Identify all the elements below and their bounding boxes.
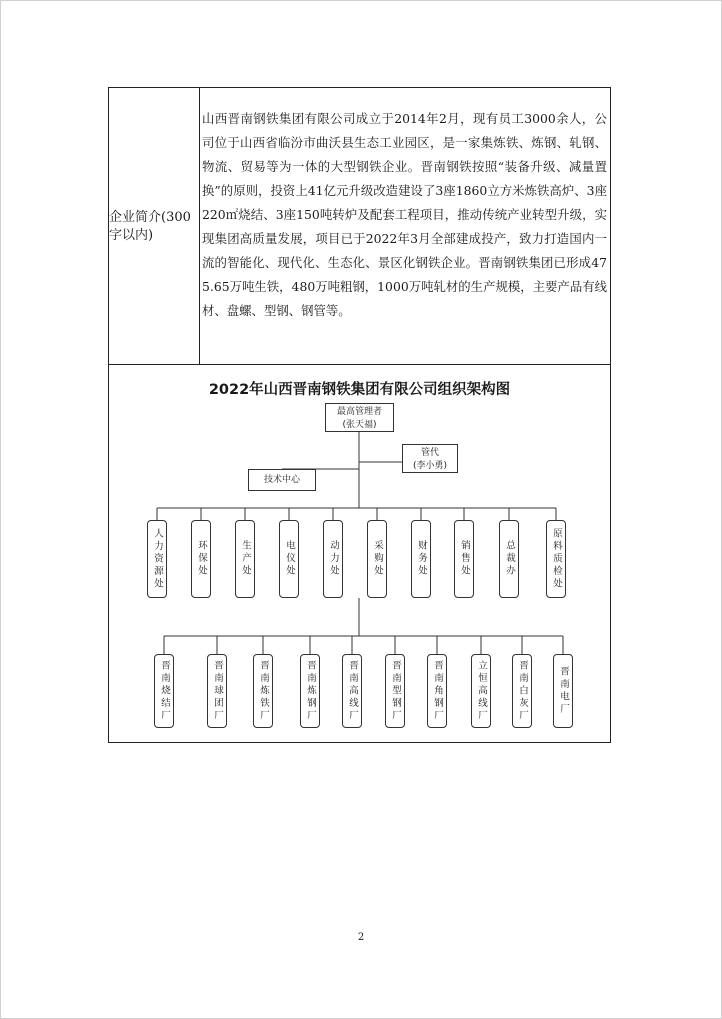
department-label: 环保处	[196, 540, 207, 578]
deputy-role: 管代	[420, 448, 439, 458]
department-label: 原料质检处	[551, 527, 562, 591]
department-label: 人力资源处	[152, 527, 163, 591]
department-box	[279, 520, 299, 598]
factory-box	[385, 654, 405, 728]
tech-center-label: 技术中心	[263, 475, 300, 485]
department-box	[235, 520, 255, 598]
department-label: 销售处	[459, 540, 470, 578]
company-intro-text: 山西晋南钢铁集团有限公司成立于2014年2月，现有员工3000余人，公司位于山西省临汾市曲沃县生态工业园区，是一家集炼铁、炼钢、轧钢、物流、贸易等为一体的大型钢铁企业。晋南钢铁按照“装备升级、减量置换”的原则，投资上41亿元升级改造建设了3座1860立方米炼铁高炉、3座220㎡烧结、3座150吨转炉及配套工程项目，推动传统产业转型升级，实现集团高质量发展，项目已于2022年3月全部建成投产，致力打造国内一流的智能化、现代化、生态化、景区化钢铁企业。晋南钢铁集团已形成475.65万吨生铁，480万吨粗钢，1000万吨轧材的生产规模，主要产品有线材、盘螺、型钢、钢管等。	[202, 111, 607, 318]
org-chart-title: 2022年山西晋南钢铁集团有限公司组织架构图	[208, 382, 511, 398]
factory-box	[154, 654, 174, 728]
department-box	[454, 520, 474, 598]
department-label: 采购处	[372, 540, 383, 578]
department-label: 总裁办	[504, 540, 515, 578]
factory-label: 晋南白灰厂	[517, 659, 528, 723]
factory-label: 晋南炼铁厂	[258, 659, 269, 723]
factory-label: 晋南高线厂	[347, 659, 358, 723]
department-box	[546, 520, 566, 598]
department-label: 电仪处	[284, 540, 295, 578]
department-box	[323, 520, 343, 598]
top-management-role: 最高管理者	[336, 407, 382, 417]
department-box	[499, 520, 519, 598]
factory-label: 晋南电厂	[558, 666, 569, 716]
factory-label: 晋南球团厂	[212, 659, 223, 723]
department-box	[191, 520, 211, 598]
top-management-box	[325, 403, 394, 432]
factory-box	[300, 654, 320, 728]
factory-label: 晋南烧结厂	[159, 659, 170, 723]
deputy-name: (李小勇)	[412, 461, 448, 471]
factory-label: 立恒高线厂	[476, 659, 487, 723]
tech-center-box	[248, 469, 316, 491]
deputy-box	[402, 444, 458, 473]
top-management-name: (张天福)	[342, 420, 377, 430]
factory-label: 晋南角钢厂	[432, 659, 443, 723]
page-number: 2	[357, 932, 365, 943]
factory-box	[342, 654, 362, 728]
factory-label: 晋南型钢厂	[390, 659, 401, 723]
factory-box	[553, 654, 573, 728]
department-box	[147, 520, 167, 598]
factory-box	[512, 654, 532, 728]
factory-box	[427, 654, 447, 728]
factory-box	[253, 654, 273, 728]
company-intro-label: 企业简介(300字以内)	[109, 210, 191, 243]
factory-box	[207, 654, 227, 728]
department-label: 动力处	[328, 540, 339, 578]
department-box	[411, 520, 431, 598]
factory-box	[471, 654, 491, 728]
factory-label: 晋南炼钢厂	[305, 659, 316, 723]
department-label: 生产处	[240, 540, 251, 578]
department-box	[367, 520, 387, 598]
department-label: 财务处	[416, 540, 427, 578]
